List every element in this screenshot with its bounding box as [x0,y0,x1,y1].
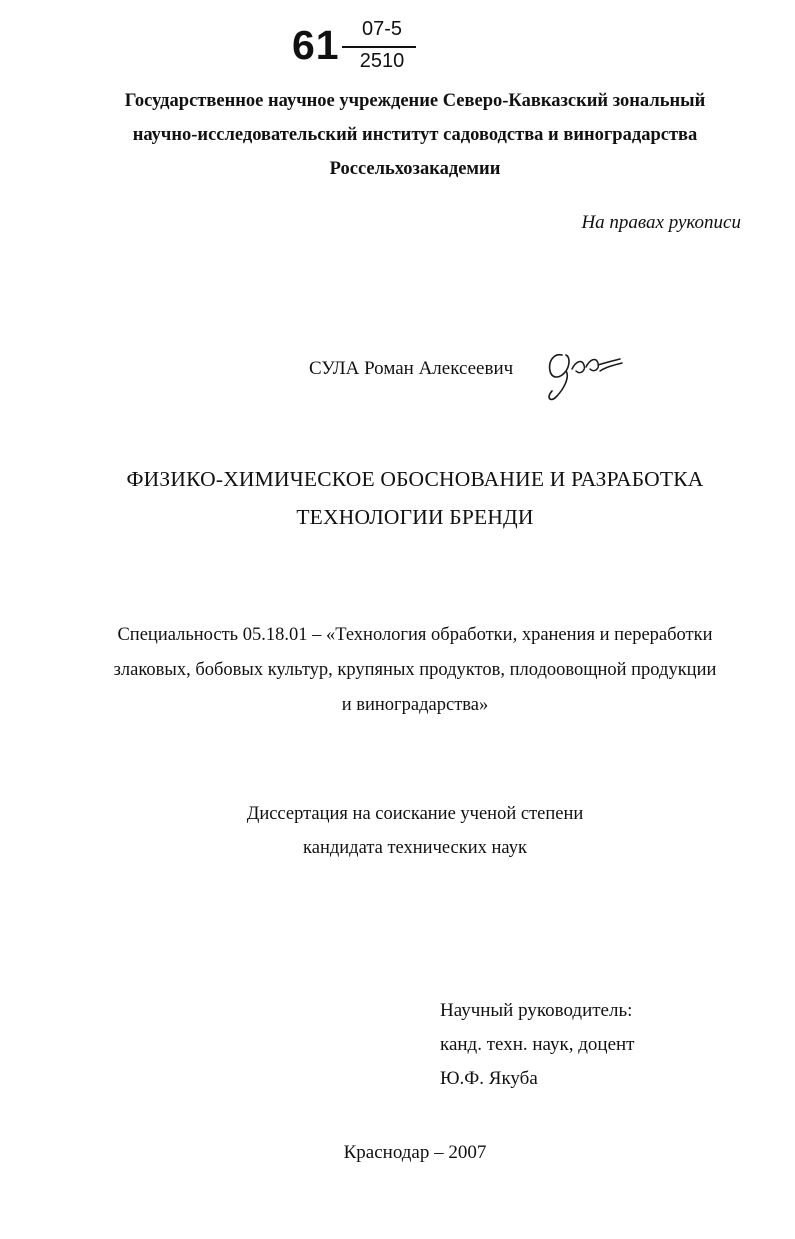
scientific-advisor-block [440,994,634,1096]
code-numerator: 07-5 [361,18,403,40]
advisor-label: Научный руководитель: [440,1000,633,1021]
place-year: Краснодар – 2007 [343,1142,487,1163]
institution-header [60,84,770,186]
dissertation-title [40,460,790,536]
signature-icon [540,345,630,405]
specialty-line-1: Специальность 05.18.01 – «Технология обработки, хранения и переработки [117,625,713,645]
code-denominator: 2510 [359,50,405,72]
institution-line-2: научно-исследовательский институт садоводства и виноградарства [132,125,698,145]
title-line-2: ТЕХНОЛОГИИ БРЕНДИ [296,505,534,529]
manuscript-rights-note: На правах рукописи [581,212,741,233]
author-name: СУЛА Роман Алексеевич [309,358,514,379]
institution-line-1: Государственное научное учреждение Северо-Кавказский зональный [124,91,706,111]
dissertation-line-1: Диссертация на соискание ученой степени [246,804,584,824]
specialty-block [40,618,790,723]
dissertation-degree-block [40,797,790,865]
title-line-1: ФИЗИКО-ХИМИЧЕСКОЕ ОБОСНОВАНИЕ И РАЗРАБОТКА [126,467,704,491]
advisor-degree: канд. техн. наук, доцент [440,1034,635,1055]
specialty-line-3: и виноградарства» [341,695,489,715]
code-fraction-line [342,46,416,48]
specialty-line-2: злаковых, бобовых культур, крупяных продуктов, плодоовощной продукции [113,660,717,680]
code-number: 61 [292,22,340,68]
advisor-name: Ю.Ф. Якуба [440,1068,538,1089]
dissertation-line-2: кандидата технических наук [303,838,527,858]
institution-line-3: Россельхозакадемии [329,159,501,179]
